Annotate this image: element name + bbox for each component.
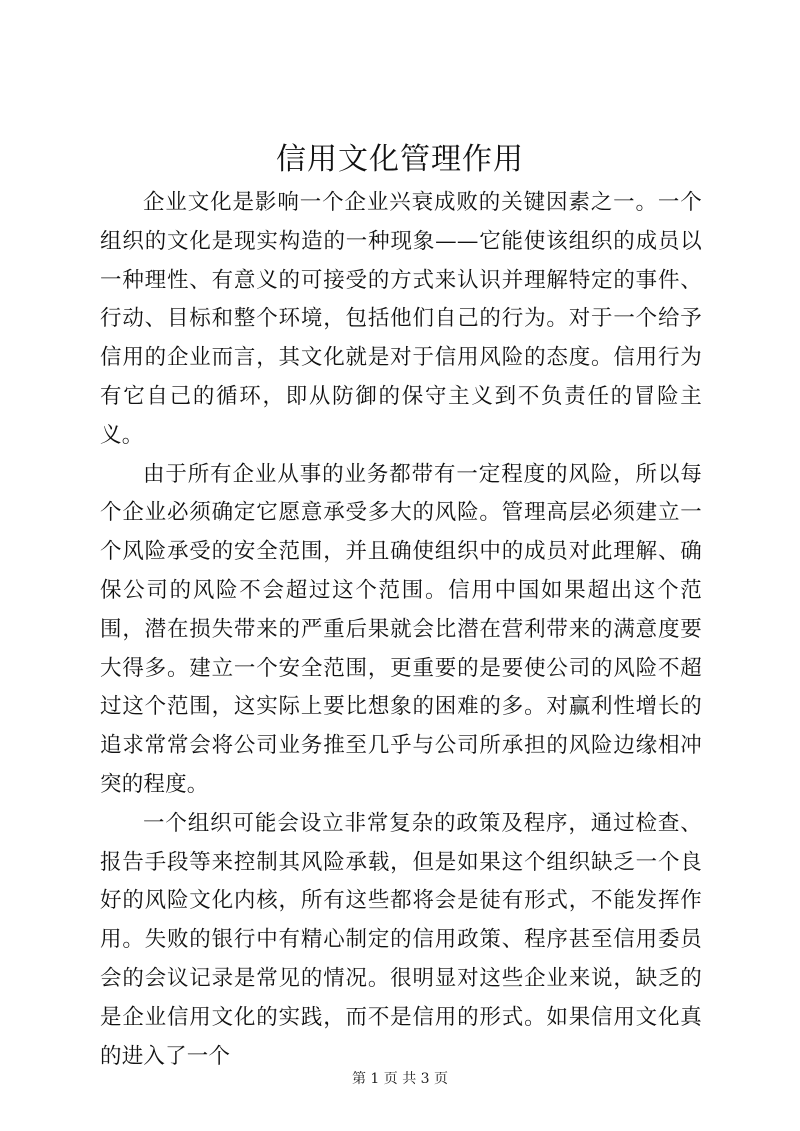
paragraph-3: 一个组织可能会设立非常复杂的政策及程序，通过检查、报告手段等来控制其风险承载，但是如果这个组织缺乏一个良好的风险文化内核，所有这些都将会是徒有形式，不能发挥作用。失败的银行中有精心制定的信用政策、程序甚至信用委员会的会议记录是常见的情况。很明显对这些企业来说，缺乏的是企业信用文化的实践，而不是信用的形式。如果信用文化真的进入了一个: [100, 810, 702, 1069]
paragraph-2: 由于所有企业从事的业务都带有一定程度的风险，所以每个企业必须确定它愿意承受多大的风险。管理高层必须建立一个风险承受的安全范围，并且确使组织中的成员对此理解、确保公司的风险不会超过这个范围。信用中国如果超出这个范围，潜在损失带来的严重后果就会比潜在营利带来的满意度要大得多。建立一个安全范围，更重要的是要使公司的风险不超过这个范围，这实际上要比想象的困难的多。对赢利性增长的追求常常会将公司业务推至几乎与公司所承担的风险边缘相冲突的程度。: [100, 461, 702, 797]
document-body: [100, 184, 702, 1076]
document-title: 信用文化管理作用: [276, 142, 524, 177]
paragraph-1: 企业文化是影响一个企业兴衰成败的关键因素之一。一个组织的文化是现实构造的一种现象——它能使该组织的成员以一种理性、有意义的可接受的方式来认识并理解特定的事件、行动、目标和整个环境，包括他们自己的行为。对于一个给予信用的企业而言，其文化就是对于信用风险的态度。信用行为有它自己的循环，即从防御的保守主义到不负责任的冒险主义。: [100, 190, 702, 448]
page-footer: 第 1 页 共 3 页: [351, 1071, 449, 1087]
